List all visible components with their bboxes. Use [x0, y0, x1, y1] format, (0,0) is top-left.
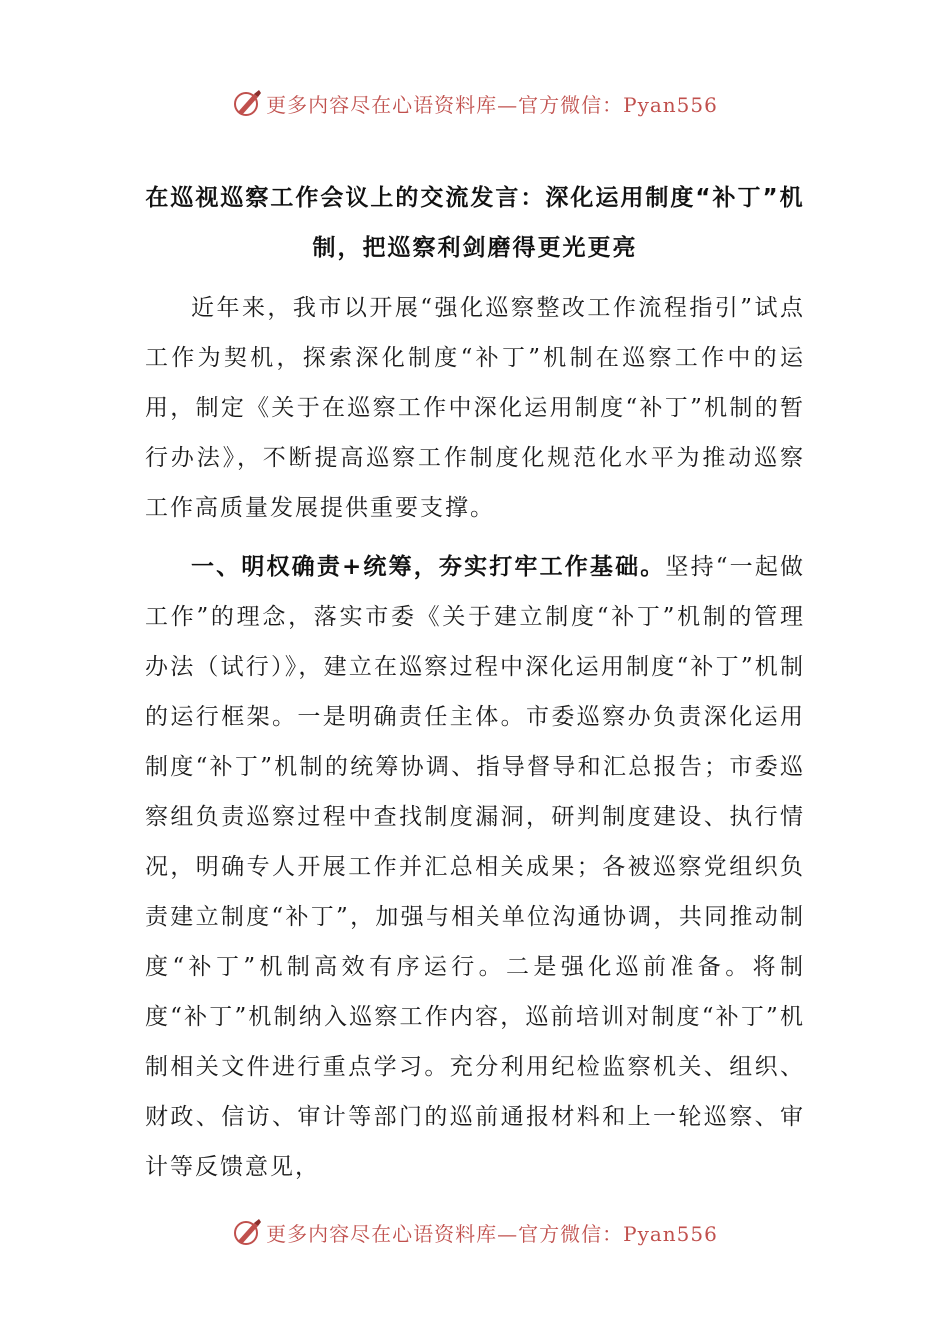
section-body: 坚持“一起做工作”的理念，落实市委《关于建立制度“补丁”机制的管理办法（试行）》，建立在巡察过程中深化运用制度“补丁”机制的运行框架。一是明确责任主体。市委巡察办负责深化运用制度“补丁”机制的统筹协调、指导督导和汇总报告；市委巡察组负责巡察过程中查找制度漏洞，研判制度建设、执行情况，明确专人开展工作并汇总相关成果；各被巡察党组织负责建立制度“补丁”，加强与相关单位沟通协调，共同推动制度“补丁”机制高效有序运行。二是强化巡前准备。将制度“补丁”机制纳入巡察工作内容，巡前培训对制度“补丁”机制相关文件进行重点学习。充分利用纪检监察机关、组织、财政、信访、审计等部门的巡前通报材料和上一轮巡察、审计等反馈意见，	[145, 554, 805, 1180]
pen-logo-icon	[232, 1217, 262, 1247]
document-title: 在巡视巡察工作会议上的交流发言：深化运用制度“补丁”机制，把巡察利剑磨得更光更亮	[145, 185, 805, 261]
paragraph-intro: 近年来，我市以开展“强化巡察整改工作流程指引”试点工作为契机，探索深化制度“补丁”机制在巡察工作中的运用，制定《关于在巡察工作中深化运用制度“补丁”机制的暂行办法》，不断提高巡察工作制度化规范化水平为推动巡察工作高质量发展提供重要支撑。	[145, 295, 805, 521]
section-heading: 一、明权确责+统筹，夯实打牢工作基础。	[191, 554, 666, 580]
watermark-banner-top	[0, 83, 950, 123]
watermark-text: 更多内容尽在心语资料库—官方微信：Pyan556	[266, 1221, 718, 1246]
paragraph-section-one	[145, 542, 805, 1192]
watermark-text: 更多内容尽在心语资料库—官方微信：Pyan556	[266, 92, 718, 117]
pen-logo-icon	[232, 88, 262, 118]
watermark-banner-bottom	[0, 1212, 950, 1252]
